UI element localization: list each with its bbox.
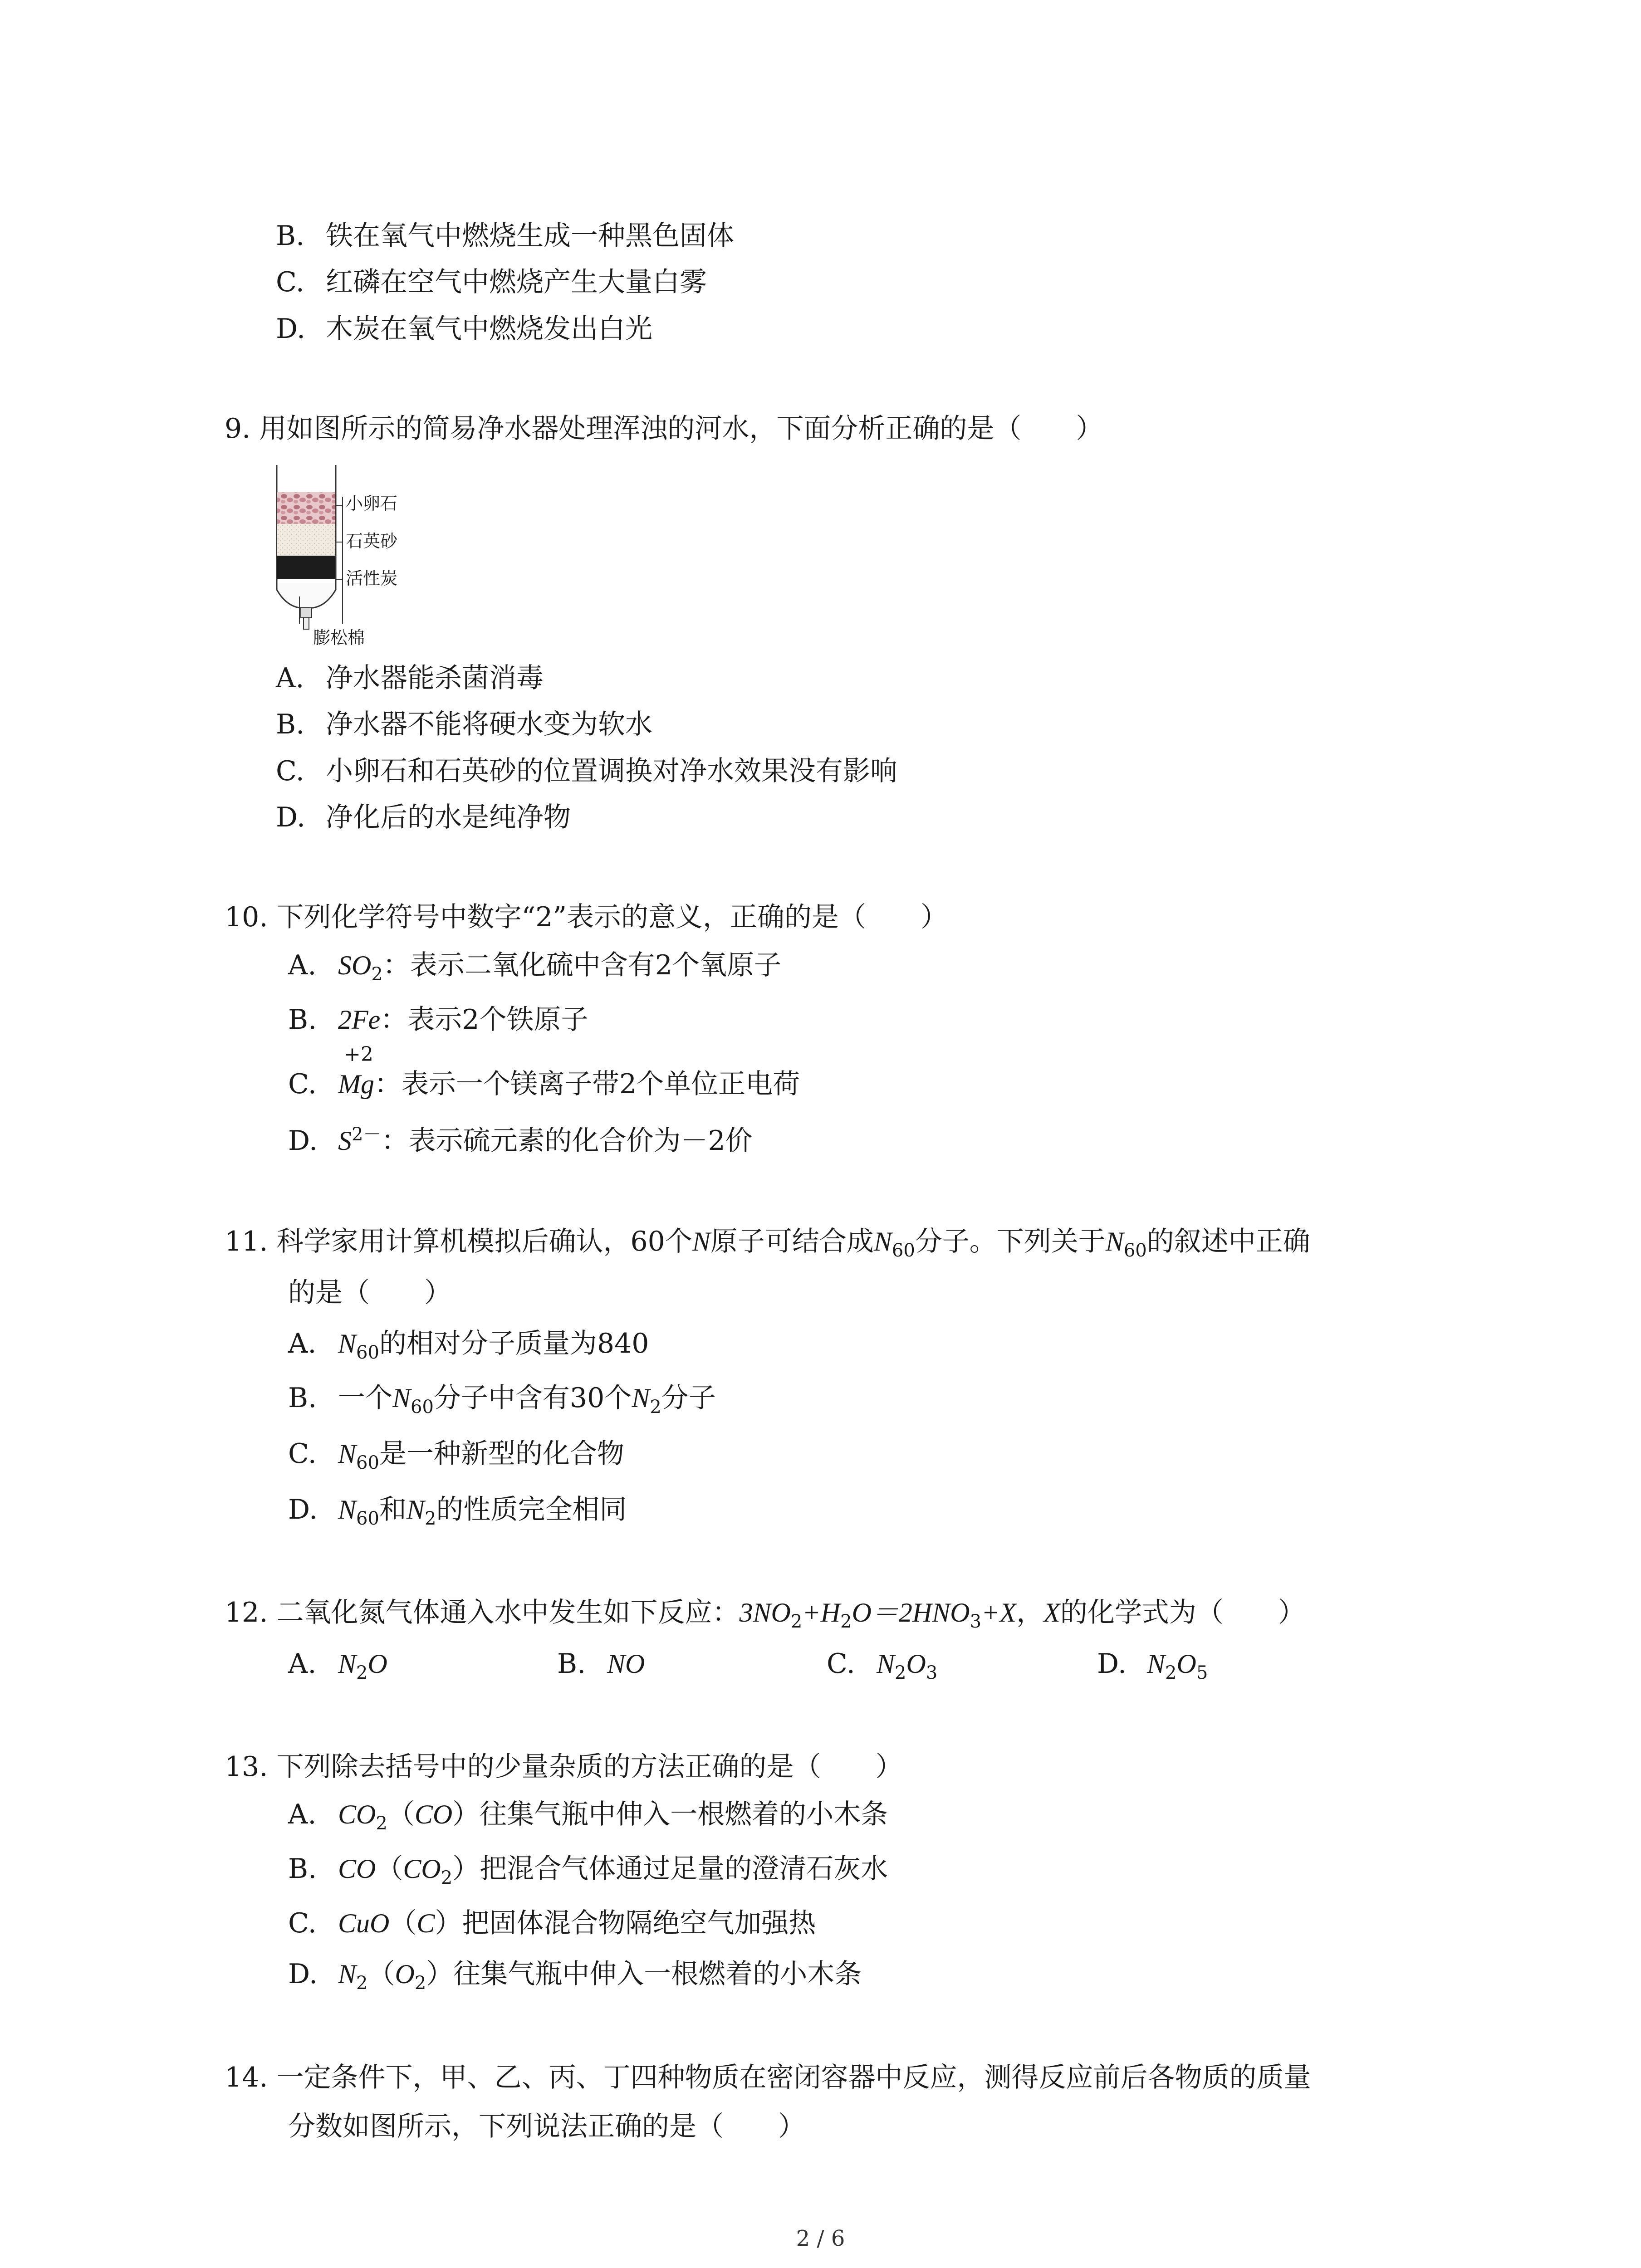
q14-stem: 14. 一定条件下，甲、乙、丙、丁四种物质在密闭容器中反应，测得反应前后各物质的质量 (225, 2062, 1311, 2093)
q9-stem: 9. 用如图所示的简易净水器处理浑浊的河水，下面分析正确的是（ ） (225, 413, 1103, 445)
q8-option-c: C. 红磷在空气中燃烧产生大量白雾 (276, 266, 707, 298)
q13-stem: 13. 下列除去括号中的少量杂质的方法正确的是（ ） (225, 1751, 903, 1783)
q9-option-b: B. 净水器不能将硬水变为软水 (276, 709, 652, 740)
q11-option-a: A. $N_{60}$的相对分子质量为840 (288, 1328, 649, 1363)
q13-option-c: C. CuO（C）把固体混合物隔绝空气加强热 (288, 1907, 816, 1939)
label-carbon: 活性炭 (346, 568, 398, 588)
q13-option-d: D. $N_2(O_2)$往集气瓶中伸入一根燃着的小木条 (288, 1958, 862, 1994)
q13-option-b: B. $CO(CO_2)$把混合气体通过足量的澄清石灰水 (288, 1853, 888, 1888)
q10-option-a: A. $SO_2$：表示二氧化硫中含有2个氧原子 (288, 949, 781, 985)
q13-option-a: A. $CO_2(CO)$往集气瓶中伸入一根燃着的小木条 (288, 1799, 888, 1834)
q11-option-d: D. $N_{60}$和$N_2$的性质完全相同 (288, 1494, 627, 1529)
q10-option-c: C. Mg：表示一个镁离子带2个单位正电荷 (288, 1068, 800, 1100)
q12-option-c: C. $N_2O_3$ (827, 1648, 938, 1683)
q10-stem: 10. 下列化学符号中数字“2”表示的意义，正确的是（ ） (225, 901, 948, 933)
q12-option-d: D. $N_2O_5$ (1097, 1648, 1208, 1683)
q8-option-d: D. 木炭在氧气中燃烧发出白光 (276, 313, 652, 345)
label-cotton: 膨松棉 (313, 628, 365, 648)
q11-option-c: C. $N_{60}$是一种新型的化合物 (288, 1438, 624, 1473)
q11-stem-line2: 的是（ ） (288, 1277, 451, 1309)
q9-option-c: C. 小卵石和石英砂的位置调换对净水效果没有影响 (276, 755, 897, 787)
q10-option-d: D. $S^{2-}$：表示硫元素的化合价为－2价 (288, 1124, 753, 1157)
q11-stem: 11. 科学家用计算机模拟后确认，60个N原子可结合成$N_{60}$分子。下列关于$N_{60}$的叙述中正确 (225, 1226, 1310, 1261)
page-number: 2 / 6 (796, 2226, 845, 2251)
q10-option-b: B. 2Fe：表示2个铁原子 (288, 1004, 588, 1036)
q11-option-b: B. 一个$N_{60}$分子中含有30个$N_2$分子 (288, 1382, 716, 1418)
q8-option-b: B. 铁在氧气中燃烧生成一种黑色固体 (276, 220, 734, 252)
label-sand: 石英砂 (346, 531, 398, 551)
q12-stem: 12. 二氧化氮气体通入水中发生如下反应：$3NO_2+H_2O=2HNO_3+X$，X的化学式为（ ） (225, 1597, 1305, 1632)
q12-option-a: A. $N_2O$ (288, 1648, 387, 1683)
label-pebble: 小卵石 (346, 494, 398, 513)
q14-stem-line2: 分数如图所示，下列说法正确的是（ ） (288, 2111, 805, 2142)
q9-option-a: A. 净水器能杀菌消毒 (276, 662, 544, 694)
q9-option-d: D. 净化后的水是纯净物 (276, 802, 571, 833)
q10-c-valence: +2 (344, 1043, 373, 1066)
water-filter-diagram (268, 460, 458, 651)
water-filter-illustration (268, 460, 458, 651)
q12-option-b: B. NO (557, 1648, 645, 1680)
